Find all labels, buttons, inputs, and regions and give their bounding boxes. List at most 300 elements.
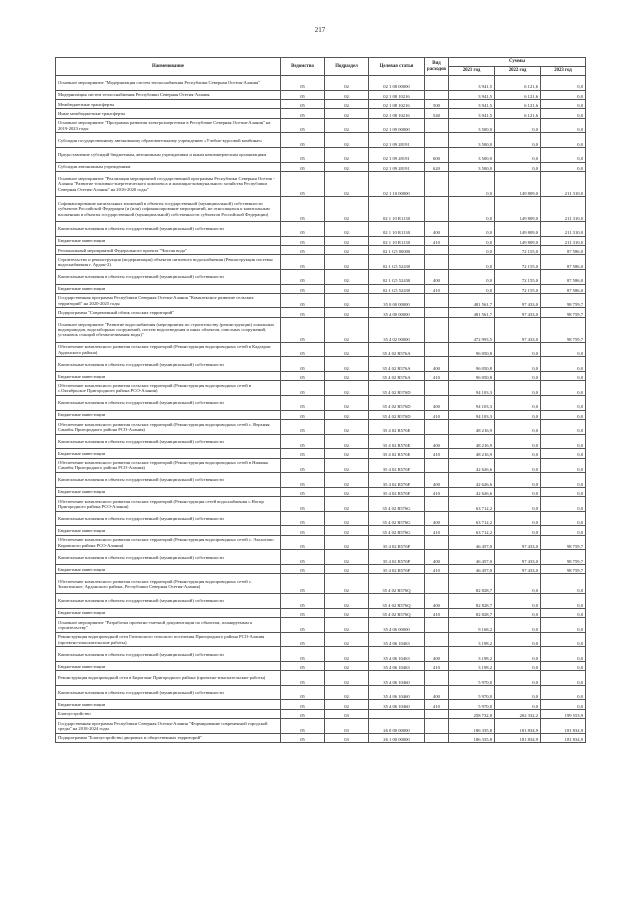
row-sum-2021: 5 970,0 <box>449 700 495 709</box>
row-target: 02 1 08 10216 <box>369 99 425 108</box>
row-name: Подпрограмма "Благоустройство дворовых и общественных территорий" <box>56 733 281 742</box>
table-row <box>56 535 586 550</box>
row-sum-2021: 94 103,3 <box>449 396 495 411</box>
row-sum-2022: 181 834,9 <box>495 719 541 734</box>
row-sum-2021: 3 198,2 <box>449 632 495 647</box>
row-sum-2023: 0,0 <box>541 594 586 609</box>
row-target: 35 4 02 R576E <box>369 434 425 449</box>
row-razdel: 02 <box>325 118 369 133</box>
row-vid: 600 <box>425 147 449 162</box>
row-vid: 410 <box>425 526 449 535</box>
row-sum-2023: 98 759,7 <box>541 564 586 573</box>
row-sum-2023: 87 586,0 <box>541 245 586 254</box>
row-sum-2023: 0,0 <box>541 497 586 512</box>
row-vid <box>425 719 449 734</box>
row-ved: 05 <box>281 236 325 245</box>
row-ved: 05 <box>281 99 325 108</box>
row-target: 35 4 02 R576P <box>369 564 425 573</box>
row-ved: 05 <box>281 381 325 396</box>
table-row <box>56 574 586 594</box>
row-razdel: 02 <box>325 685 369 700</box>
table-row <box>56 550 586 565</box>
row-target <box>369 709 425 718</box>
row-sum-2022: 149 809,0 <box>495 221 541 236</box>
row-razdel: 02 <box>325 76 369 91</box>
row-sum-2022: 0,0 <box>495 700 541 709</box>
row-razdel: 02 <box>325 434 369 449</box>
page-number: 217 <box>314 26 326 34</box>
row-sum-2021: 82 828,7 <box>449 594 495 609</box>
row-target: 02 1 10 00000 <box>369 171 425 196</box>
row-sum-2023: 0,0 <box>541 434 586 449</box>
row-sum-2022: 181 834,9 <box>495 733 541 742</box>
row-ved: 05 <box>281 709 325 718</box>
row-target: 02 1 09 28191 <box>369 133 425 148</box>
row-sum-2021: 96 050,8 <box>449 342 495 357</box>
row-sum-2023: 0,0 <box>541 381 586 396</box>
row-razdel: 02 <box>325 550 369 565</box>
row-name: Капитальные вложения в объекты государственной (муниципальной) собственности <box>56 434 281 449</box>
row-vid <box>425 497 449 512</box>
row-name: Бюджетные инвестиции <box>56 284 281 293</box>
table-row <box>56 118 586 133</box>
row-target: 35 4 06 00000 <box>369 618 425 633</box>
row-sum-2023: 87 586,0 <box>541 269 586 284</box>
row-sum-2022: 6 121,6 <box>495 90 541 99</box>
row-sum-2023: 0,0 <box>541 133 586 148</box>
row-razdel: 02 <box>325 255 369 270</box>
row-sum-2023: 0,0 <box>541 357 586 372</box>
row-sum-2023: 98 759,7 <box>541 293 586 308</box>
row-ved: 05 <box>281 608 325 617</box>
row-ved: 05 <box>281 618 325 633</box>
row-ved: 05 <box>281 196 325 221</box>
row-sum-2021: 96 050,8 <box>449 372 495 381</box>
row-sum-2022: 0,0 <box>495 671 541 686</box>
row-razdel: 02 <box>325 661 369 670</box>
row-sum-2023: 98 759,7 <box>541 550 586 565</box>
table-row <box>56 381 586 396</box>
row-name: Основное мероприятие "Модернизация систем теплоснабжения Республики Северная Осетия-Алания" <box>56 76 281 91</box>
row-sum-2021: 0,0 <box>449 284 495 293</box>
row-target: 35 4 02 R576Q <box>369 594 425 609</box>
row-razdel: 02 <box>325 535 369 550</box>
table-row <box>56 90 586 99</box>
row-name: Бюджетные инвестиции <box>56 372 281 381</box>
table-row <box>56 564 586 573</box>
row-sum-2021: 94 103,3 <box>449 381 495 396</box>
row-ved: 05 <box>281 535 325 550</box>
header-2021: 2021 год <box>449 67 495 76</box>
row-target: 35 4 02 00000 <box>369 317 425 342</box>
row-ved: 05 <box>281 76 325 91</box>
row-sum-2022: 0,0 <box>495 147 541 162</box>
row-vid <box>425 133 449 148</box>
row-vid: 410 <box>425 564 449 573</box>
row-razdel: 02 <box>325 133 369 148</box>
row-sum-2022: 97 433,0 <box>495 293 541 308</box>
row-ved: 05 <box>281 564 325 573</box>
row-sum-2023: 0,0 <box>541 420 586 435</box>
row-sum-2021: 46 457,0 <box>449 564 495 573</box>
row-vid: 410 <box>425 236 449 245</box>
row-sum-2021: 5 970,0 <box>449 685 495 700</box>
row-sum-2022: 97 433,0 <box>495 550 541 565</box>
row-vid <box>425 293 449 308</box>
row-name: Капитальные вложения в объекты государственной (муниципальной) собственности <box>56 685 281 700</box>
row-ved: 05 <box>281 410 325 419</box>
row-ved: 05 <box>281 594 325 609</box>
row-razdel: 02 <box>325 147 369 162</box>
row-razdel: 02 <box>325 396 369 411</box>
row-sum-2022: 0,0 <box>495 647 541 662</box>
row-vid <box>425 171 449 196</box>
row-sum-2023: 0,0 <box>541 458 586 473</box>
row-name: Основное мероприятие "Программа развития электроэнергетики в Республике Северная Осетия-Алания" на 2019-2023 годы <box>56 118 281 133</box>
table-row <box>56 608 586 617</box>
row-name: Региональный мероприятий Федерального проекта "Чистая вода" <box>56 245 281 254</box>
row-vid: 400 <box>425 357 449 372</box>
row-razdel: 02 <box>325 109 369 118</box>
row-sum-2021: 472 993,5 <box>449 317 495 342</box>
row-ved: 05 <box>281 550 325 565</box>
table-row <box>56 342 586 357</box>
row-vid <box>425 76 449 91</box>
row-sum-2023: 0,0 <box>541 618 586 633</box>
row-sum-2021: 48 216,9 <box>449 420 495 435</box>
row-razdel: 02 <box>325 594 369 609</box>
row-sum-2023: 0,0 <box>541 700 586 709</box>
row-sum-2021: 5 970,0 <box>449 671 495 686</box>
row-ved: 05 <box>281 511 325 526</box>
row-sum-2022: 0,0 <box>495 618 541 633</box>
table-row <box>56 236 586 245</box>
row-sum-2021: 0,0 <box>449 171 495 196</box>
row-razdel: 02 <box>325 381 369 396</box>
row-vid: 400 <box>425 685 449 700</box>
row-sum-2022: 0,0 <box>495 661 541 670</box>
row-ved: 05 <box>281 449 325 458</box>
row-ved: 05 <box>281 661 325 670</box>
row-vid: 410 <box>425 661 449 670</box>
row-sum-2022: 0,0 <box>495 381 541 396</box>
table-row <box>56 526 586 535</box>
row-target: 02 1 08 10216 <box>369 109 425 118</box>
header-2023: 2023 год <box>541 67 586 76</box>
row-sum-2022: 149 809,0 <box>495 236 541 245</box>
row-vid: 400 <box>425 396 449 411</box>
row-sum-2021: 3 941,5 <box>449 99 495 108</box>
row-sum-2023: 0,0 <box>541 647 586 662</box>
row-name: Капитальные вложения в объекты государственной (муниципальной) собственности <box>56 550 281 565</box>
row-sum-2021: 0,0 <box>449 245 495 254</box>
row-target: 35 4 02 R576A <box>369 372 425 381</box>
row-vid: 410 <box>425 449 449 458</box>
row-ved: 05 <box>281 357 325 372</box>
row-sum-2022: 0,0 <box>495 685 541 700</box>
row-vid: 410 <box>425 608 449 617</box>
row-name: Бюджетные инвестиции <box>56 410 281 419</box>
row-sum-2022: 0,0 <box>495 372 541 381</box>
row-sum-2021: 94 103,3 <box>449 410 495 419</box>
row-sum-2021: 3 500,0 <box>449 133 495 148</box>
row-name: Государственная программа Республики Северная Осетия-Алания "Формирование современной городской среды" на 2018-2024 годы <box>56 719 281 734</box>
row-target: 35 4 02 R576F <box>369 487 425 496</box>
row-target: 02 1 10 R1130 <box>369 221 425 236</box>
row-target: 35 4 02 R576F <box>369 473 425 488</box>
table-row <box>56 76 586 91</box>
row-ved: 05 <box>281 632 325 647</box>
row-target: 02 1 G5 52430 <box>369 269 425 284</box>
table-row <box>56 511 586 526</box>
header-name: Наименование <box>56 58 281 76</box>
table-row <box>56 396 586 411</box>
row-sum-2021: 63 712,2 <box>449 511 495 526</box>
row-sum-2022: 0,0 <box>495 594 541 609</box>
row-sum-2021: 42 626,6 <box>449 458 495 473</box>
row-sum-2021: 481 561,7 <box>449 293 495 308</box>
row-ved: 05 <box>281 284 325 293</box>
row-razdel: 03 <box>325 719 369 734</box>
row-razdel: 02 <box>325 162 369 171</box>
row-razdel: 02 <box>325 647 369 662</box>
row-razdel: 02 <box>325 357 369 372</box>
row-sum-2023: 0,0 <box>541 449 586 458</box>
row-name: Обеспечение комплексного развития сельских территорий (Реконструкция водопроводных сетей в с.Октябрьское Пригородного района РСО-Алания) <box>56 381 281 396</box>
table-row <box>56 685 586 700</box>
row-name: Строительство и реконструкция (модернизация) объектов питьевого водоснабжения (Реконструкция системы водоснабжения г. Ардон-2) <box>56 255 281 270</box>
row-ved: 05 <box>281 647 325 662</box>
row-sum-2021: 186 335,8 <box>449 733 495 742</box>
row-sum-2023: 211 310,0 <box>541 196 586 221</box>
header-vid: Вид расходов <box>425 58 449 76</box>
row-sum-2023: 87 586,0 <box>541 255 586 270</box>
row-name: Реконструкция водопроводной сети в Бирагзанг Пригородного района (проектно-изыскательские работы) <box>56 671 281 686</box>
row-sum-2021: 481 561,7 <box>449 308 495 317</box>
row-name: Основное мероприятие "Развитие водоснабжения (мероприятия по строительству (реконструкции) локальных водопроводов, водозаборных сооружений, систем водоотведения и иных объектов, очистных сооружений, установок станций обезжелезивания воды)" <box>56 317 281 342</box>
row-name: Субсидия государственному автономному образовательному учреждению «Учебно-курсовой комбинат» <box>56 133 281 148</box>
row-vid: 400 <box>425 511 449 526</box>
row-name: Обеспечение комплексного развития сельских территорий (Реконструкция водопроводных сетей в Нижняя Санибы Пригородного района РСО-Алания) <box>56 458 281 473</box>
row-razdel: 02 <box>325 410 369 419</box>
row-sum-2022: 97 433,0 <box>495 317 541 342</box>
table-row <box>56 293 586 308</box>
row-name: Обеспечение комплексного развития сельских территорий (Реконструкция водопроводных сетей в Кадгарон Ардонского района) <box>56 342 281 357</box>
row-sum-2021: 0,0 <box>449 196 495 221</box>
row-target: 35 4 02 R576Q <box>369 608 425 617</box>
row-vid <box>425 308 449 317</box>
row-razdel: 02 <box>325 458 369 473</box>
row-vid <box>425 535 449 550</box>
row-name: Благоустройство <box>56 709 281 718</box>
row-target: 35 4 00 00000 <box>369 308 425 317</box>
row-vid: 540 <box>425 109 449 118</box>
row-name: Межбюджетные трансферты <box>56 99 281 108</box>
table-row <box>56 449 586 458</box>
table-row <box>56 308 586 317</box>
row-ved: 05 <box>281 458 325 473</box>
table-row <box>56 147 586 162</box>
row-sum-2021: 42 626,6 <box>449 473 495 488</box>
row-sum-2022: 0,0 <box>495 396 541 411</box>
row-vid <box>425 118 449 133</box>
row-name: Капитальные вложения в объекты государственной (муниципальной) собственности <box>56 647 281 662</box>
row-name: Иные межбюджетные трансферты <box>56 109 281 118</box>
row-sum-2023: 0,0 <box>541 372 586 381</box>
row-ved: 05 <box>281 574 325 594</box>
row-sum-2023: 0,0 <box>541 410 586 419</box>
row-name: Бюджетные инвестиции <box>56 564 281 573</box>
row-target: 35 4 06 10463 <box>369 632 425 647</box>
row-vid <box>425 618 449 633</box>
row-target: 35 4 02 R576Q <box>369 574 425 594</box>
row-sum-2023: 0,0 <box>541 396 586 411</box>
table-row <box>56 269 586 284</box>
row-target: 35 0 00 00000 <box>369 293 425 308</box>
row-name: Капитальные вложения в объекты государственной (муниципальной) собственности <box>56 511 281 526</box>
row-sum-2021: 48 216,9 <box>449 434 495 449</box>
row-sum-2023: 0,0 <box>541 487 586 496</box>
table-row <box>56 372 586 381</box>
row-razdel: 02 <box>325 608 369 617</box>
row-razdel: 02 <box>325 564 369 573</box>
row-sum-2021: 186 335,8 <box>449 719 495 734</box>
row-name: Бюджетные инвестиции <box>56 700 281 709</box>
row-razdel: 02 <box>325 671 369 686</box>
row-razdel: 02 <box>325 700 369 709</box>
row-ved: 05 <box>281 372 325 381</box>
row-name: Предоставление субсидий бюджетным, автономным учреждениям и иным некоммерческим организациям <box>56 147 281 162</box>
table-row <box>56 647 586 662</box>
row-target: 35 4 02 R576E <box>369 420 425 435</box>
row-sum-2023: 211 310,0 <box>541 236 586 245</box>
row-sum-2021: 48 216,9 <box>449 449 495 458</box>
row-ved: 05 <box>281 162 325 171</box>
row-sum-2023: 211 310,0 <box>541 171 586 196</box>
row-sum-2022: 72 155,0 <box>495 245 541 254</box>
header-sums: Суммы <box>449 58 586 67</box>
row-ved: 05 <box>281 685 325 700</box>
row-vid: 620 <box>425 162 449 171</box>
row-ved: 05 <box>281 109 325 118</box>
row-name: Обеспечение комплексного развития сельских территорий (Реконструкция водопроводных сетей с. Верхняя Санибы Пригородного района РСО-Алания) <box>56 420 281 435</box>
row-sum-2022: 97 433,0 <box>495 308 541 317</box>
row-vid <box>425 245 449 254</box>
row-sum-2023: 181 834,9 <box>541 733 586 742</box>
row-sum-2023: 0,0 <box>541 76 586 91</box>
row-sum-2022: 0,0 <box>495 133 541 148</box>
row-sum-2023: 98 759,7 <box>541 308 586 317</box>
table-row <box>56 733 586 742</box>
row-sum-2022: 6 121,6 <box>495 109 541 118</box>
row-sum-2023: 0,0 <box>541 511 586 526</box>
row-sum-2023: 181 834,9 <box>541 719 586 734</box>
row-razdel: 02 <box>325 171 369 196</box>
table-row <box>56 719 586 734</box>
row-razdel: 02 <box>325 308 369 317</box>
row-name: Основное мероприятие "Разработка проектно-сметной документации по объектам, планируемым к строительству" <box>56 618 281 633</box>
row-sum-2021: 0,0 <box>449 236 495 245</box>
table-row <box>56 661 586 670</box>
row-razdel: 03 <box>325 709 369 718</box>
row-sum-2023: 0,0 <box>541 632 586 647</box>
row-razdel: 02 <box>325 449 369 458</box>
row-name: Реконструкция водопроводной сети Гизельского сельского поселения Пригородного района РСО-Алания (проектно-изыскательские работы) <box>56 632 281 647</box>
table-row <box>56 221 586 236</box>
row-target: 02 1 09 28191 <box>369 147 425 162</box>
row-target: 35 4 02 R576D <box>369 396 425 411</box>
row-sum-2021: 46 457,0 <box>449 535 495 550</box>
row-name: Модернизация систем теплоснабжения Республики Северная Осетия-Алания <box>56 90 281 99</box>
row-sum-2022: 0,0 <box>495 449 541 458</box>
row-sum-2022: 72 155,0 <box>495 269 541 284</box>
row-razdel: 02 <box>325 497 369 512</box>
row-razdel: 02 <box>325 632 369 647</box>
row-sum-2022: 0,0 <box>495 458 541 473</box>
row-ved: 05 <box>281 308 325 317</box>
row-vid: 400 <box>425 550 449 565</box>
table-row <box>56 458 586 473</box>
row-vid <box>425 342 449 357</box>
row-razdel: 02 <box>325 269 369 284</box>
row-vid <box>425 196 449 221</box>
row-name: Бюджетные инвестиции <box>56 608 281 617</box>
row-ved: 05 <box>281 420 325 435</box>
budget-table <box>55 57 586 743</box>
row-sum-2023: 0,0 <box>541 574 586 594</box>
row-vid: 400 <box>425 594 449 609</box>
row-vid: 410 <box>425 487 449 496</box>
row-ved: 05 <box>281 700 325 709</box>
row-sum-2023: 0,0 <box>541 473 586 488</box>
row-name: Капитальные вложения в объекты государственной (муниципальной) собственности <box>56 357 281 372</box>
row-vid <box>425 671 449 686</box>
row-target: 26 0 00 00000 <box>369 719 425 734</box>
row-razdel: 02 <box>325 293 369 308</box>
row-name: Софинансирование капитальных вложений в объекты государственной (муниципальной) собственности субъектов Российской Федерации (и (или) софинансирование мероприятий, не относящихся к капитальным вложениям в объекты государственной (муниципальной) собственности субъектов Российской Федерации) <box>56 196 281 221</box>
row-sum-2023: 0,0 <box>541 526 586 535</box>
row-vid: 400 <box>425 221 449 236</box>
row-sum-2021: 3 198,2 <box>449 661 495 670</box>
row-vid: 410 <box>425 410 449 419</box>
row-sum-2022: 72 155,0 <box>495 284 541 293</box>
table-row <box>56 632 586 647</box>
row-sum-2023: 0,0 <box>541 685 586 700</box>
row-sum-2023: 0,0 <box>541 162 586 171</box>
row-vid <box>425 381 449 396</box>
row-target: 02 1 G5 52430 <box>369 255 425 270</box>
row-target: 02 1 09 00000 <box>369 118 425 133</box>
row-sum-2021: 3 941,5 <box>449 109 495 118</box>
row-sum-2023: 0,0 <box>541 147 586 162</box>
row-razdel: 02 <box>325 574 369 594</box>
row-sum-2021: 82 828,7 <box>449 608 495 617</box>
row-sum-2022: 0,0 <box>495 473 541 488</box>
table-row <box>56 473 586 488</box>
row-sum-2022: 149 809,0 <box>495 171 541 196</box>
row-vid <box>425 420 449 435</box>
row-name: Капитальные вложения в объекты государственной (муниципальной) собственности <box>56 221 281 236</box>
table-row <box>56 284 586 293</box>
row-target: 35 4 02 R576D <box>369 410 425 419</box>
row-ved: 05 <box>281 245 325 254</box>
row-target: 35 4 02 R576G <box>369 526 425 535</box>
row-ved: 05 <box>281 342 325 357</box>
row-ved: 05 <box>281 497 325 512</box>
row-vid: 410 <box>425 372 449 381</box>
row-razdel: 02 <box>325 372 369 381</box>
table-row <box>56 420 586 435</box>
